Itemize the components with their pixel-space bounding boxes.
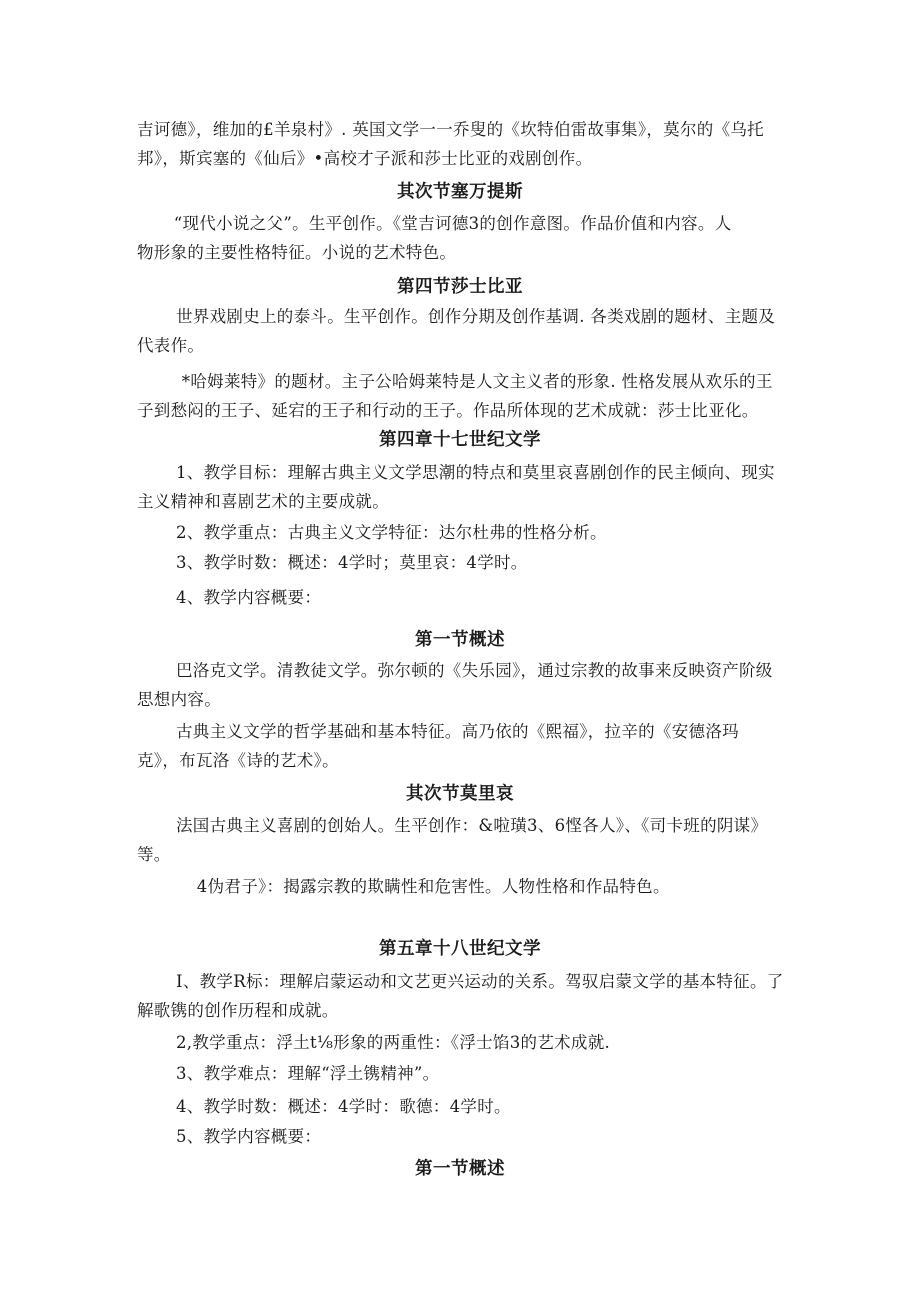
section-heading-overview-ch4: 第一节概述 xyxy=(415,630,505,650)
text-line: 古典主义文学的哲学基础和基本特征。高乃依的《熙福》，拉辛的《安德洛玛 xyxy=(176,722,739,741)
paragraph-tartuffe xyxy=(180,872,830,901)
paragraph-renaissance-literature xyxy=(137,115,787,173)
text-line: 吉诃德》，维加的£羊泉村》. 英国文学一一乔叟的《坎特伯雷故事集》，莫尔的《乌托 xyxy=(137,120,764,139)
paragraph-hamlet xyxy=(137,367,815,425)
text-line: 邦》，斯宾塞的《仙后》•高校才子派和莎士比亚的戏剧创作。 xyxy=(137,149,593,168)
paragraph-classicism xyxy=(137,717,826,775)
text-line: 4伪君子》：揭露宗教的欺瞒性和危害性。人物性格和作品特色。 xyxy=(180,877,670,896)
paragraph-teaching-goal-ch4 xyxy=(137,458,826,516)
text-line: 世界戏剧史上的泰斗。生平创作。创作分期及创作基调. 各类戏剧的题材、主题及 xyxy=(176,307,776,326)
text-line: 巴洛克文学。清教徒文学。弥尔顿的《失乐园》，通过宗教的故事来反映资产阶级 xyxy=(176,661,773,680)
paragraph-shakespeare-intro xyxy=(137,302,826,360)
text-line: I、教学R标：理解启蒙运动和文艺更兴运动的关系。驾驭启蒙文学的基本特征。了 xyxy=(176,972,784,991)
paragraph-moliere xyxy=(137,811,826,869)
paragraph-teaching-hours-ch5 xyxy=(176,1092,826,1121)
section-heading-overview-ch5: 第一节概述 xyxy=(415,1159,505,1179)
paragraph-teaching-content-ch4 xyxy=(176,583,826,612)
text-line: 代表作。 xyxy=(137,336,205,355)
text-line: 4、教学时数：概述：4学时：歌德：4学时。 xyxy=(176,1097,511,1116)
text-line: 2,教学重点：浮土t⅛形象的两重性：《浮士馅3的艺术成就. xyxy=(176,1033,611,1052)
text-line: 2、教学重点：古典主义文学特征：达尔杜弗的性格分析。 xyxy=(176,523,607,542)
chapter-heading-18th-century: 第五章十八世纪文学 xyxy=(379,939,541,959)
paragraph-baroque xyxy=(137,656,826,714)
paragraph-cervantes xyxy=(137,209,807,267)
paragraph-teaching-hours-ch4 xyxy=(176,548,826,577)
text-line: 法国古典主义喜剧的创始人。生平创作：&啦璜3、6悭各人》、《司卡班的阴谋》 xyxy=(176,816,768,835)
paragraph-teaching-content-ch5 xyxy=(176,1122,826,1151)
text-line: 3、教学难点：理解“浮土镌精神”。 xyxy=(176,1064,440,1083)
text-line: 物形象的主要性格特征。小说的艺术特色。 xyxy=(137,243,457,262)
text-line: 等。 xyxy=(137,845,171,864)
text-line: *哈姆莱特》的题材。主子公哈姆莱特是人文主义者的形象. 性格发展从欢乐的王 xyxy=(165,372,773,391)
text-line: 4、教学内容概要： xyxy=(176,588,322,607)
paragraph-teaching-focus-ch4 xyxy=(176,518,826,547)
text-line: 解歌镌的创作历程和成就。 xyxy=(137,1001,339,1020)
text-line: 子到愁闷的王子、延宕的王子和行动的王子。作品所体现的艺术成就：莎士比亚化。 xyxy=(137,401,759,420)
text-line: “现代小说之父”。生平创作。《堂吉诃德3的创作意图。作品价值和内容。人 xyxy=(157,214,732,233)
section-heading-shakespeare: 第四节莎士比亚 xyxy=(397,277,523,297)
paragraph-teaching-goal-ch5 xyxy=(137,967,826,1025)
text-line: 思想内容。 xyxy=(137,690,221,709)
paragraph-teaching-difficulty-ch5 xyxy=(176,1059,826,1088)
text-line: 5、教学内容概要： xyxy=(176,1127,322,1146)
text-line: 主义精神和喜剧艺术的主要成就。 xyxy=(137,492,389,511)
text-line: 1、教学目标：理解古典主义文学思潮的特点和莫里哀喜剧创作的民主倾向、现实 xyxy=(176,463,775,482)
chapter-heading-17th-century: 第四章十七世纪文学 xyxy=(379,430,541,450)
section-heading-cervantes: 其次节塞万提斯 xyxy=(397,182,523,202)
text-line: 克》，布瓦洛《诗的艺术》。 xyxy=(137,751,339,770)
section-heading-moliere: 其次节莫里哀 xyxy=(406,784,514,804)
text-line: 3、教学时数：概述：4学时；莫里哀：4学时。 xyxy=(176,553,528,572)
paragraph-teaching-focus-ch5 xyxy=(176,1028,826,1057)
